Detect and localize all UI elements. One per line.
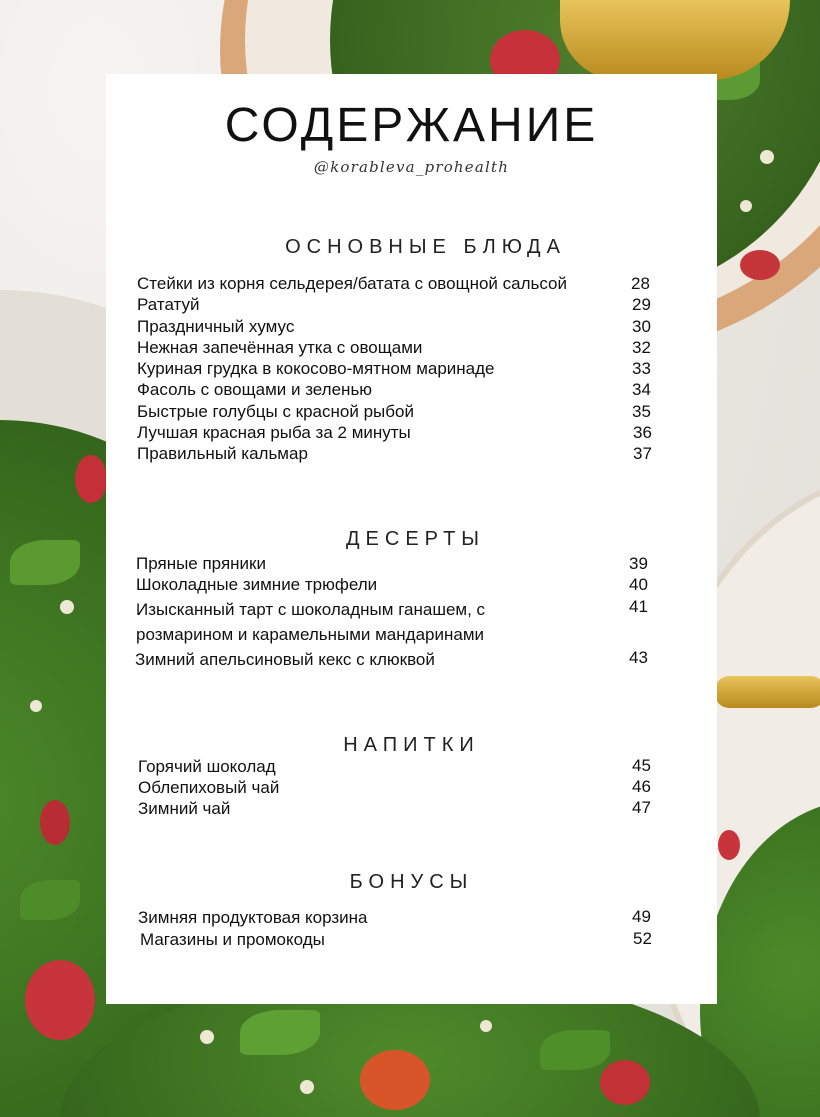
toc-item[interactable]: Зимний апельсиновый кекс с клюквой	[135, 650, 435, 669]
toc-page: 33	[632, 359, 651, 378]
toc-item[interactable]: Лучшая красная рыба за 2 минуты	[137, 423, 411, 442]
quinoa	[200, 1030, 214, 1044]
toc-page: 39	[629, 554, 648, 573]
herb-leaf	[10, 540, 80, 585]
toc-page: 32	[632, 338, 651, 357]
toc-page: 45	[632, 756, 651, 775]
herb-leaf	[540, 1030, 610, 1070]
toc-page: 28	[631, 274, 650, 293]
section-title-desserts: ДЕСЕРТЫ	[345, 528, 486, 550]
toc-item-cont[interactable]: розмарином и карамельными мандаринами	[136, 625, 485, 644]
tomato	[360, 1050, 430, 1110]
toc-page: 49	[632, 907, 651, 926]
quinoa	[300, 1080, 314, 1094]
toc-page: 37	[633, 444, 652, 463]
tomato	[40, 800, 70, 845]
toc-page: 41	[629, 597, 648, 616]
tomato	[740, 250, 780, 280]
toc-item[interactable]: Зимний чай	[138, 799, 231, 818]
quinoa	[740, 200, 752, 212]
toc-page: 34	[632, 380, 651, 399]
section-title-main-dishes: ОСНОВНЫЕ БЛЮДА	[285, 236, 566, 258]
toc-item[interactable]: Быстрые голубцы с красной рыбой	[137, 402, 414, 421]
herb-leaf	[240, 1010, 320, 1055]
author-handle: @korableva_prohealth	[313, 158, 510, 176]
toc-item[interactable]: Пряные пряники	[136, 554, 266, 573]
page-title: СОДЕРЖАНИЕ	[224, 99, 599, 152]
tomato	[75, 455, 107, 503]
toc-page: 52	[633, 929, 652, 948]
toc-item[interactable]: Шоколадные зимние трюфели	[136, 575, 378, 594]
toc-item[interactable]: Стейки из корня сельдерея/батата с овощной сальсой	[137, 274, 567, 293]
quinoa	[30, 700, 42, 712]
herb-leaf	[20, 880, 80, 920]
tomato	[718, 830, 740, 860]
toc-page: 36	[633, 423, 652, 442]
toc-item[interactable]: Куриная грудка в кокосово-мятном маринаде	[137, 359, 495, 378]
tomato	[25, 960, 95, 1040]
section-title-bonuses: БОНУСЫ	[349, 871, 474, 893]
quinoa	[480, 1020, 492, 1032]
toc-item[interactable]: Праздничный хумус	[137, 317, 295, 336]
contents-card	[106, 74, 717, 1004]
toc-page: 30	[632, 317, 651, 336]
section-title-drinks: НАПИТКИ	[343, 734, 480, 756]
toc-item[interactable]: Правильный кальмар	[137, 444, 308, 463]
toc-item[interactable]: Горячий шоколад	[138, 757, 276, 776]
toc-item[interactable]: Магазины и промокоды	[140, 930, 325, 949]
toc-page: 47	[632, 798, 651, 817]
tomato	[600, 1060, 650, 1105]
toc-item[interactable]: Рататуй	[137, 295, 200, 314]
toc-page: 29	[632, 295, 651, 314]
toc-page: 40	[629, 575, 648, 594]
toc-item[interactable]: Фасоль с овощами и зеленью	[137, 380, 373, 399]
toc-page: 43	[629, 648, 648, 667]
quinoa	[60, 600, 74, 614]
toc-item[interactable]: Облепиховый чай	[138, 778, 280, 797]
quinoa	[760, 150, 774, 164]
toc-item[interactable]: Изысканный тарт с шоколадным ганашем, с	[136, 600, 486, 619]
toc-page: 35	[632, 402, 651, 421]
toc-item[interactable]: Нежная запечённая утка с овощами	[137, 338, 423, 357]
toc-page: 46	[632, 777, 651, 796]
toc-item[interactable]: Зимняя продуктовая корзина	[138, 908, 368, 927]
gold-spoon-handle	[715, 676, 820, 708]
